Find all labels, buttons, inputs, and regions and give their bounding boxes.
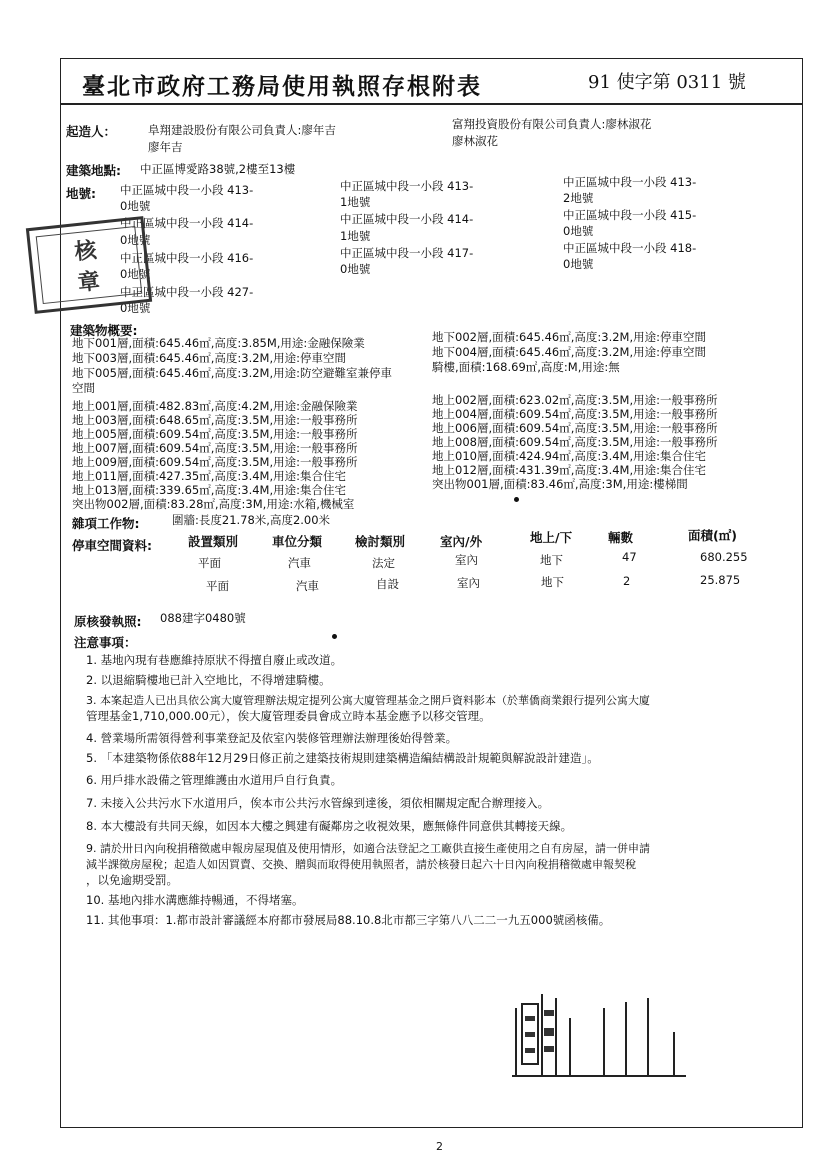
above-left-5: 地上009層,面積:609.54㎡,高度:3.5M,用途:一般事務所 bbox=[72, 455, 358, 469]
parking-r1-c7: 680.255 bbox=[700, 550, 748, 564]
basement-right-1: 地下002層,面積:645.46㎡,高度:3.2M,用途:停車空間 bbox=[432, 330, 706, 344]
above-right-3: 地上006層,面積:609.54㎡,高度:3.5M,用途:一般事務所 bbox=[432, 421, 718, 435]
parking-head-2: 車位分類 bbox=[272, 534, 323, 549]
document-title: 臺北市政府工務局使用執照存根附表 bbox=[82, 73, 482, 100]
above-right-2: 地上004層,面積:609.54㎡,高度:3.5M,用途:一般事務所 bbox=[432, 407, 718, 421]
builder-left-1: 阜翔建設股份有限公司負責人:廖年吉 bbox=[148, 123, 336, 137]
lot-c2-1: 中正區城中段一小段 413- bbox=[340, 179, 474, 193]
page-number: 2 bbox=[436, 1140, 443, 1153]
misc-label: 雜項工作物: bbox=[72, 516, 140, 531]
parking-r2-c3: 自設 bbox=[376, 577, 399, 591]
lot-c1-5: 中正區城中段一小段 416- bbox=[120, 251, 254, 265]
site-value: 中正區博愛路38號,2樓至13樓 bbox=[140, 162, 296, 176]
parking-r2-c4: 室內 bbox=[457, 576, 480, 590]
lot-c1-8: 0地號 bbox=[120, 301, 151, 315]
parking-head-7: 面積(㎡) bbox=[688, 528, 737, 543]
above-left-4: 地上007層,面積:609.54㎡,高度:3.5M,用途:一般事務所 bbox=[72, 441, 358, 455]
original-permit-value: 088建字0480號 bbox=[160, 611, 246, 625]
parking-r2-c1: 平面 bbox=[206, 579, 229, 593]
lot-c3-3: 中正區城中段一小段 415- bbox=[563, 208, 697, 222]
basement-right-3: 騎樓,面積:168.69㎡,高度:M,用途:無 bbox=[432, 360, 620, 374]
builder-label: 起造人： bbox=[66, 124, 117, 139]
note-1: 1. 基地內現有巷應維持原狀不得擅自廢止或改道。 bbox=[86, 653, 343, 667]
parking-r1-c3: 法定 bbox=[372, 556, 395, 570]
above-left-3: 地上005層,面積:609.54㎡,高度:3.5M,用途:一般事務所 bbox=[72, 427, 358, 441]
parking-r2-c7: 25.875 bbox=[700, 573, 741, 587]
parking-head-5: 地上/下 bbox=[530, 530, 573, 545]
lot-c2-3: 中正區城中段一小段 414- bbox=[340, 212, 474, 226]
notes-label: 注意事項： bbox=[74, 635, 137, 650]
builder-left-2: 廖年吉 bbox=[148, 140, 183, 154]
parking-r1-c4: 室內 bbox=[455, 553, 478, 567]
parking-head-6: 輛數 bbox=[608, 530, 634, 545]
note-10: 10. 基地內排水溝應維持暢通，不得堵塞。 bbox=[86, 893, 304, 907]
note-6: 6. 用戶排水設備之管理維護由水道用戶自行負責。 bbox=[86, 773, 343, 787]
above-left-6: 地上011層,面積:427.35㎡,高度:3.4M,用途:集合住宅 bbox=[72, 469, 346, 483]
lot-c2-6: 0地號 bbox=[340, 262, 371, 276]
above-right-4: 地上008層,面積:609.54㎡,高度:3.5M,用途:一般事務所 bbox=[432, 435, 718, 449]
parking-r1-c1: 平面 bbox=[198, 556, 221, 570]
parking-head-3: 檢討類別 bbox=[355, 534, 406, 549]
above-right-6: 地上012層,面積:431.39㎡,高度:3.4M,用途:集合住宅 bbox=[432, 463, 706, 477]
basement-left-2: 地下003層,面積:645.46㎡,高度:3.2M,用途:停車空間 bbox=[72, 351, 346, 365]
lot-c3-4: 0地號 bbox=[563, 224, 594, 238]
above-left-7: 地上013層,面積:339.65㎡,高度:3.4M,用途:集合住宅 bbox=[72, 483, 346, 497]
above-left-2: 地上003層,面積:648.65㎡,高度:3.5M,用途:一般事務所 bbox=[72, 413, 358, 427]
lot-c2-4: 1地號 bbox=[340, 229, 371, 243]
lot-c1-4: 0地號 bbox=[120, 233, 151, 247]
site-label: 建築地點: bbox=[66, 163, 121, 178]
note-3a: 3. 本案起造人已出具依公寓大廈管理辦法規定提列公寓大廈管理基金之開戶資料影本（於華僑商業銀行提列公寓大廈 bbox=[86, 694, 650, 707]
note-4: 4. 營業場所需領得營利事業登記及依室內裝修管理辦法辦理後始得營業。 bbox=[86, 731, 458, 745]
lot-c3-1: 中正區城中段一小段 413- bbox=[563, 175, 697, 189]
parking-head-1: 設置類別 bbox=[188, 534, 239, 549]
title-rule bbox=[60, 103, 803, 105]
note-11: 11. 其他事項：1.都市設計審議經本府都市發展局88.10.8北市都三字第八八二二一九五000號函核備。 bbox=[86, 913, 611, 927]
parking-r2-c5: 地下 bbox=[541, 575, 564, 589]
parking-r1-c6: 47 bbox=[622, 550, 637, 564]
lot-c2-5: 中正區城中段一小段 417- bbox=[340, 246, 474, 260]
note-7: 7. 未接入公共污水下水道用戶，俟本市公共污水管線到達後，須依相關規定配合辦理接入。 bbox=[86, 796, 550, 810]
basement-left-1: 地下001層,面積:645.46㎡,高度:3.85M,用途:金融保險業 bbox=[72, 336, 365, 350]
lot-c1-2: 0地號 bbox=[120, 199, 151, 213]
misc-value: 圍牆:長度21.78米,高度2.00米 bbox=[172, 513, 331, 527]
note-3b: 管理基金1,710,000.00元），俟大廈管理委員會成立時本基金應予以移交管理。 bbox=[86, 709, 491, 723]
builder-right-2: 廖林淑花 bbox=[452, 134, 498, 148]
note-9c: ，以免逾期受罰。 bbox=[86, 873, 178, 887]
above-left-8: 突出物002層,面積:83.28㎡,高度:3M,用途:水箱,機械室 bbox=[72, 497, 355, 511]
permit-number: 91 使字第 0311 號 bbox=[588, 72, 746, 93]
original-permit-label: 原核發執照: bbox=[74, 614, 142, 629]
parking-label: 停車空間資料: bbox=[72, 538, 152, 553]
basement-right-2: 地下004層,面積:645.46㎡,高度:3.2M,用途:停車空間 bbox=[432, 345, 706, 359]
lot-c3-5: 中正區城中段一小段 418- bbox=[563, 241, 697, 255]
parking-r1-c2: 汽車 bbox=[288, 556, 311, 570]
above-right-1: 地上002層,面積:623.02㎡,高度:3.5M,用途:一般事務所 bbox=[432, 393, 718, 407]
note-2: 2. 以退縮騎樓地已計入空地比，不得增建騎樓。 bbox=[86, 673, 331, 687]
floors-label: 建築物概要: bbox=[70, 323, 138, 338]
basement-left-4: 空間 bbox=[72, 381, 95, 395]
parking-r2-c6: 2 bbox=[623, 574, 631, 588]
lot-c1-7: 中正區城中段一小段 427- bbox=[120, 285, 254, 299]
lot-c1-1: 中正區城中段一小段 413- bbox=[120, 183, 254, 197]
official-seal-graphic bbox=[508, 988, 688, 1078]
lot-label: 地號: bbox=[66, 186, 96, 201]
above-right-7: 突出物001層,面積:83.46㎡,高度:3M,用途:樓梯間 bbox=[432, 477, 688, 491]
ink-dot bbox=[514, 497, 519, 502]
note-8: 8. 本大樓設有共同天線，如因本大樓之興建有礙鄰房之收視效果，應無條件同意供其轉接天線。 bbox=[86, 819, 573, 833]
note-9b: 減半課徵房屋稅；起造人如因買賣、交換、贈與而取得使用執照者，請於核發日起六十日內向稅捐稽徵處申報契稅 bbox=[86, 858, 636, 871]
ink-dot-2 bbox=[332, 634, 337, 639]
above-right-5: 地上010層,面積:424.94㎡,高度:3.4M,用途:集合住宅 bbox=[432, 449, 706, 463]
lot-c1-6: 0地號 bbox=[120, 267, 151, 281]
official-stamp: 核 章 bbox=[26, 216, 152, 314]
builder-right-1: 富翔投資股份有限公司負責人:廖林淑花 bbox=[452, 117, 652, 131]
note-9a: 9. 請於卅日內向稅捐稽徵處申報房屋現值及使用情形，如適合法登記之工廠供直接生產使用之自有房屋，請一併申請 bbox=[86, 842, 650, 855]
lot-c2-2: 1地號 bbox=[340, 195, 371, 209]
above-left-1: 地上001層,面積:482.83㎡,高度:4.2M,用途:金融保險業 bbox=[72, 399, 358, 413]
parking-r2-c2: 汽車 bbox=[296, 579, 319, 593]
basement-left-3: 地下005層,面積:645.46㎡,高度:3.2M,用途:防空避難室兼停車 bbox=[72, 366, 392, 380]
parking-head-4: 室內/外 bbox=[440, 534, 483, 549]
parking-r1-c5: 地下 bbox=[540, 553, 563, 567]
note-5: 5. 「本建築物係依88年12月29日修正前之建築技術規則建築構造編結構設計規範與解說設計建造」。 bbox=[86, 751, 599, 765]
lot-c3-6: 0地號 bbox=[563, 257, 594, 271]
lot-c3-2: 2地號 bbox=[563, 191, 594, 205]
lot-c1-3: 中正區城中段一小段 414- bbox=[120, 216, 254, 230]
